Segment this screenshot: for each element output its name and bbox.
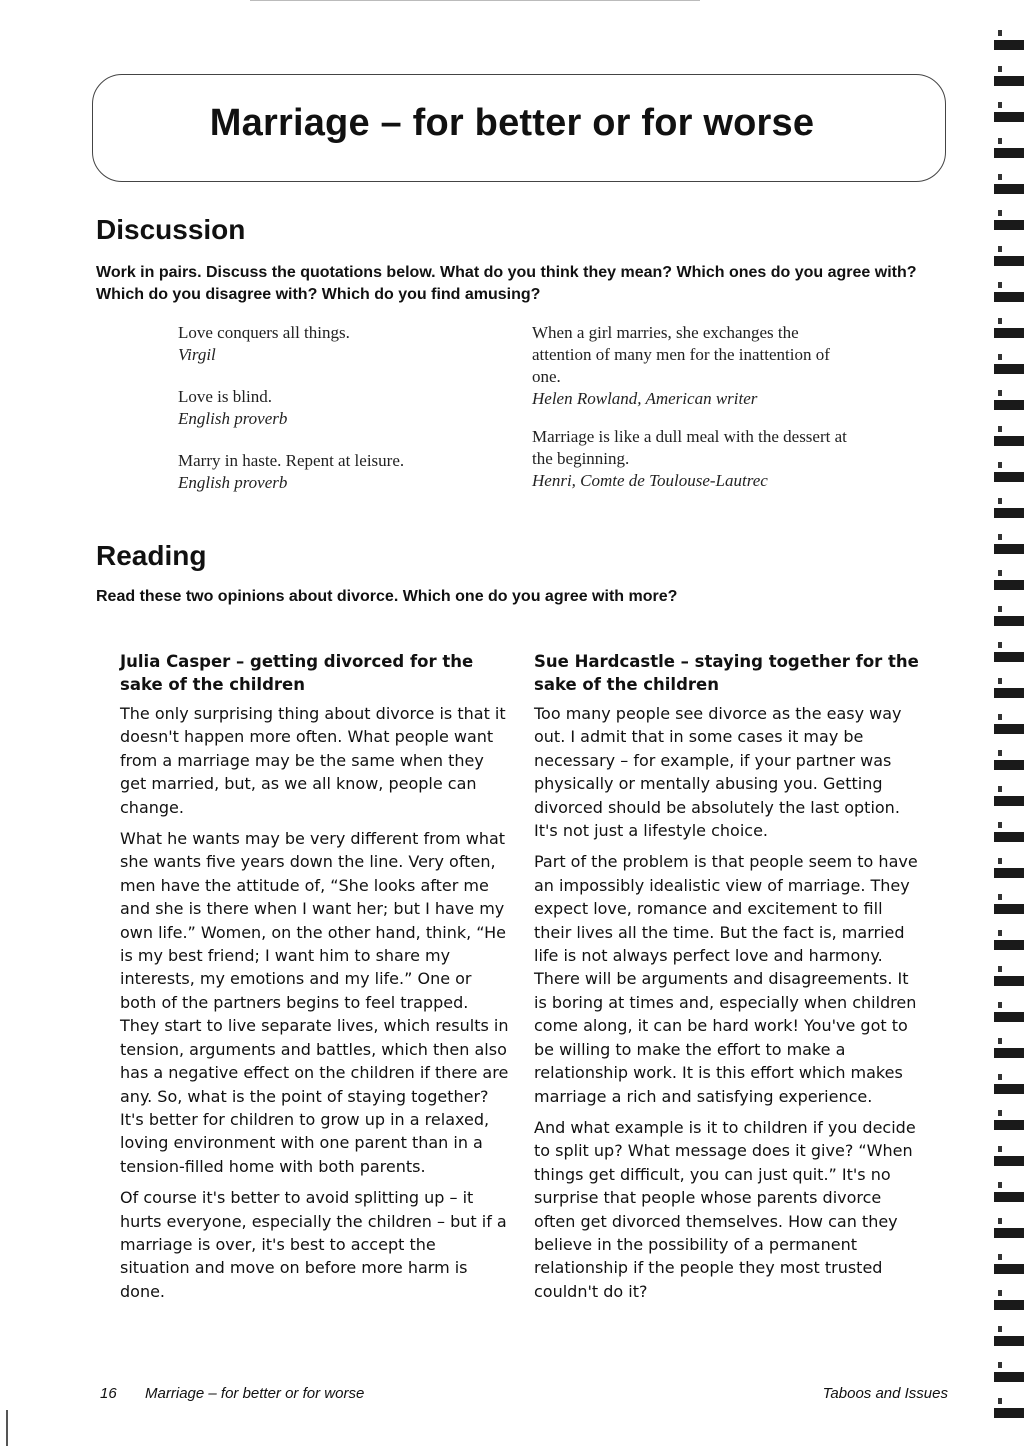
quote-text: Love conquers all things. bbox=[178, 323, 350, 342]
quote-author: Virgil bbox=[178, 345, 216, 364]
quote bbox=[178, 322, 508, 366]
opinion-paragraph: Too many people see divorce as the easy way out. I admit that in some cases it may be necessary – for example, if your partner was physically or mentally abusing you. Getting divorced should be absolutely the last option. It's not just a lifestyle choice. bbox=[534, 704, 902, 841]
opinion-paragraph: What he wants may be very different from what she wants five years down the line. Very often, men have the attitude of, “She looks after me and she is there when I want her; but I have my own life.” Women, on the other hand, think, “He is my best friend; I want him to share my interests, my emotions and my life.” One or both of the partners begins to feel trapped. They start to live separate lives, which results in tension, arguments and battles, which then also has a negative effect on the children if there are any. So, what is the point of staying together? It's better for children to grow up in a relaxed, loving environment with one parent than in a tension-filled home with both parents. bbox=[120, 829, 509, 1176]
spiral-binding-edge bbox=[998, 30, 1002, 1420]
quotes-left bbox=[178, 322, 508, 504]
page-number: 16 bbox=[100, 1385, 117, 1402]
quote bbox=[532, 322, 862, 410]
opinion-paragraph: And what example is it to children if you decide to split up? What message does it give? “When things get difficult, you can just quit.” It's no surprise that people whose parents divorce often get divorced themselves. How can they believe in the possibility of a permanent relationship if the people they most trusted couldn't do it? bbox=[534, 1117, 916, 1301]
reading-heading: Reading bbox=[96, 540, 207, 571]
page-title: Marriage – for better or for worse bbox=[209, 102, 815, 144]
opinion-paragraph: Of course it's better to avoid splitting up – it hurts everyone, especially the children – but if a marriage is over, it's best to accept the situation and move on before more harm is done. bbox=[120, 1188, 507, 1301]
quote bbox=[532, 426, 862, 492]
opinion-left bbox=[120, 650, 510, 1311]
quote-author: Helen Rowland, American writer bbox=[532, 389, 758, 408]
reading-instructions: Read these two opinions about divorce. Which one do you agree with more? bbox=[96, 588, 678, 605]
quote-author: English proverb bbox=[178, 409, 288, 428]
opinion-paragraph: Part of the problem is that people seem to have an impossibly idealistic view of marriage. They expect love, romance and excitement to fill their lives all the time. But the fact is, married life is not always perfect love and harmony. There will be arguments and disagreements. It is boring at times and, especially when children come along, it can be hard work! You've got to be willing to make the effort to make a relationship work. It is this effort which makes marriage a rich and satisfying experience. bbox=[534, 852, 918, 1106]
discussion-heading: Discussion bbox=[96, 214, 246, 245]
quote bbox=[178, 450, 508, 494]
quote-text: Love is blind. bbox=[178, 387, 272, 406]
quote-author: English proverb bbox=[178, 473, 288, 492]
quote-text: When a girl marries, she exchanges the attention of many men for the inattention of one. bbox=[532, 323, 830, 386]
chapter-title: Marriage – for better or for worse bbox=[145, 1385, 365, 1402]
quote-author: Henri, Comte de Toulouse-Lautrec bbox=[532, 471, 768, 490]
book-title: Taboos and Issues bbox=[822, 1385, 948, 1402]
scan-mark bbox=[6, 1410, 8, 1446]
footer-left bbox=[100, 1385, 364, 1402]
quote bbox=[178, 386, 508, 430]
quote-text: Marriage is like a dull meal with the dessert at the beginning. bbox=[532, 427, 847, 468]
opinion-right bbox=[534, 650, 924, 1311]
quote-text: Marry in haste. Repent at leisure. bbox=[178, 451, 405, 470]
scan-edge bbox=[250, 0, 700, 1]
opinion-heading: Sue Hardcastle – staying together for the sake of the children bbox=[534, 652, 919, 694]
discussion-instructions: Work in pairs. Discuss the quotations below. What do you think they mean? Which ones do you agree with? Which do you disagree with? Which do you find amusing? bbox=[96, 264, 917, 303]
opinion-paragraph: The only surprising thing about divorce is that it doesn't happen more often. What people want from a marriage may be the same when they get married, but, as we all know, people can change. bbox=[120, 704, 506, 817]
opinion-heading: Julia Casper – getting divorced for the sake of the children bbox=[120, 652, 474, 694]
quotes-right bbox=[532, 322, 862, 502]
